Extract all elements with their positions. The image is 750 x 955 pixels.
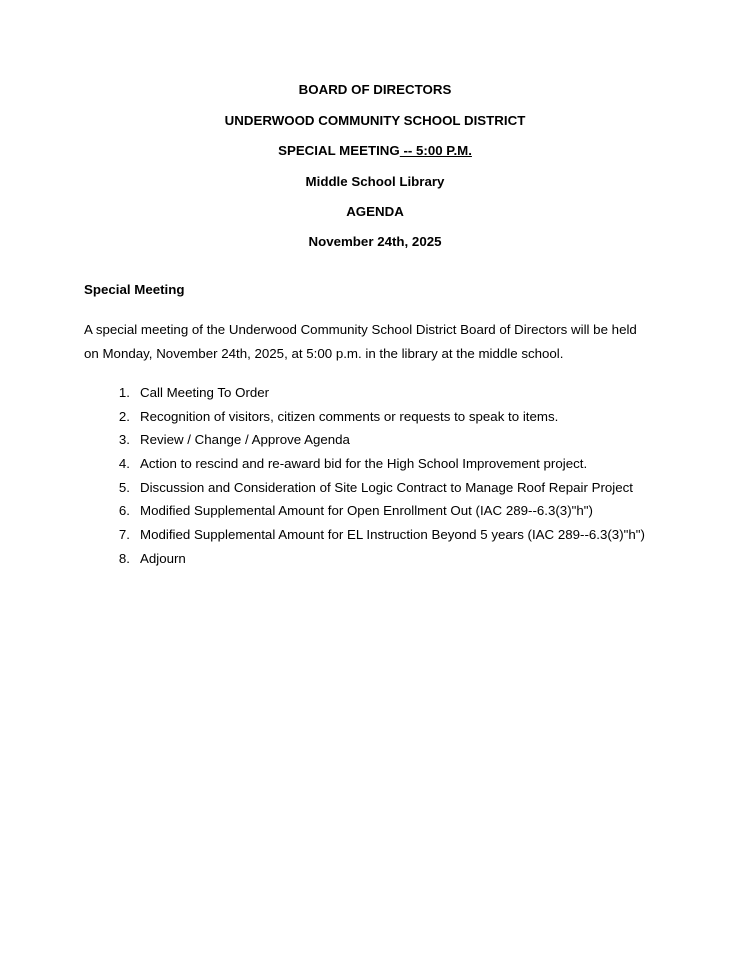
agenda-item-number: 6.: [118, 503, 130, 519]
meeting-label: SPECIAL MEETING: [278, 143, 400, 158]
intro-paragraph: [84, 318, 684, 366]
agenda-item-text: Review / Change / Approve Agenda: [140, 432, 350, 448]
meeting-location: Middle School Library: [305, 174, 445, 189]
agenda-item-number: 1.: [118, 385, 130, 400]
agenda-item-number: 8.: [118, 550, 130, 566]
agenda-item-text: Action to rescind and re-award bid for the High School Improvement project.: [140, 456, 588, 472]
meeting-time: -- 5:00 P.M.: [399, 143, 472, 158]
intro-line-1: A special meeting of the Underwood Community School District Board of Directors will be held: [84, 322, 637, 337]
agenda-item-text: Call Meeting To Order: [140, 385, 270, 400]
board-title: BOARD OF DIRECTORS: [298, 82, 452, 97]
agenda-title: AGENDA: [346, 204, 404, 219]
agenda-item-text: Recognition of visitors, citizen comments or requests to speak to items.: [140, 408, 559, 424]
agenda-item-text: Modified Supplemental Amount for Open Enrollment Out (IAC 289--6.3(3)"h"): [140, 503, 593, 519]
agenda-item-text: Adjourn: [140, 550, 186, 566]
agenda-item-number: 2.: [118, 408, 130, 424]
agenda-item-number: 7.: [118, 527, 130, 543]
agenda-item-text: Modified Supplemental Amount for EL Instruction Beyond 5 years (IAC 289--6.3(3)"h"): [140, 527, 645, 543]
agenda-item-text: Discussion and Consideration of Site Logic Contract to Manage Roof Repair Project: [140, 479, 633, 495]
district-title: UNDERWOOD COMMUNITY SCHOOL DISTRICT: [224, 113, 526, 128]
section-heading: Special Meeting: [84, 282, 185, 297]
meeting-title: [0, 143, 750, 159]
agenda-item-number: 4.: [118, 456, 130, 472]
agenda-item-number: 3.: [118, 432, 130, 448]
meeting-date: November 24th, 2025: [308, 234, 442, 249]
intro-line-2: on Monday, November 24th, 2025, at 5:00 p.m. in the library at the middle school.: [84, 346, 564, 361]
agenda-item-number: 5.: [118, 479, 130, 495]
